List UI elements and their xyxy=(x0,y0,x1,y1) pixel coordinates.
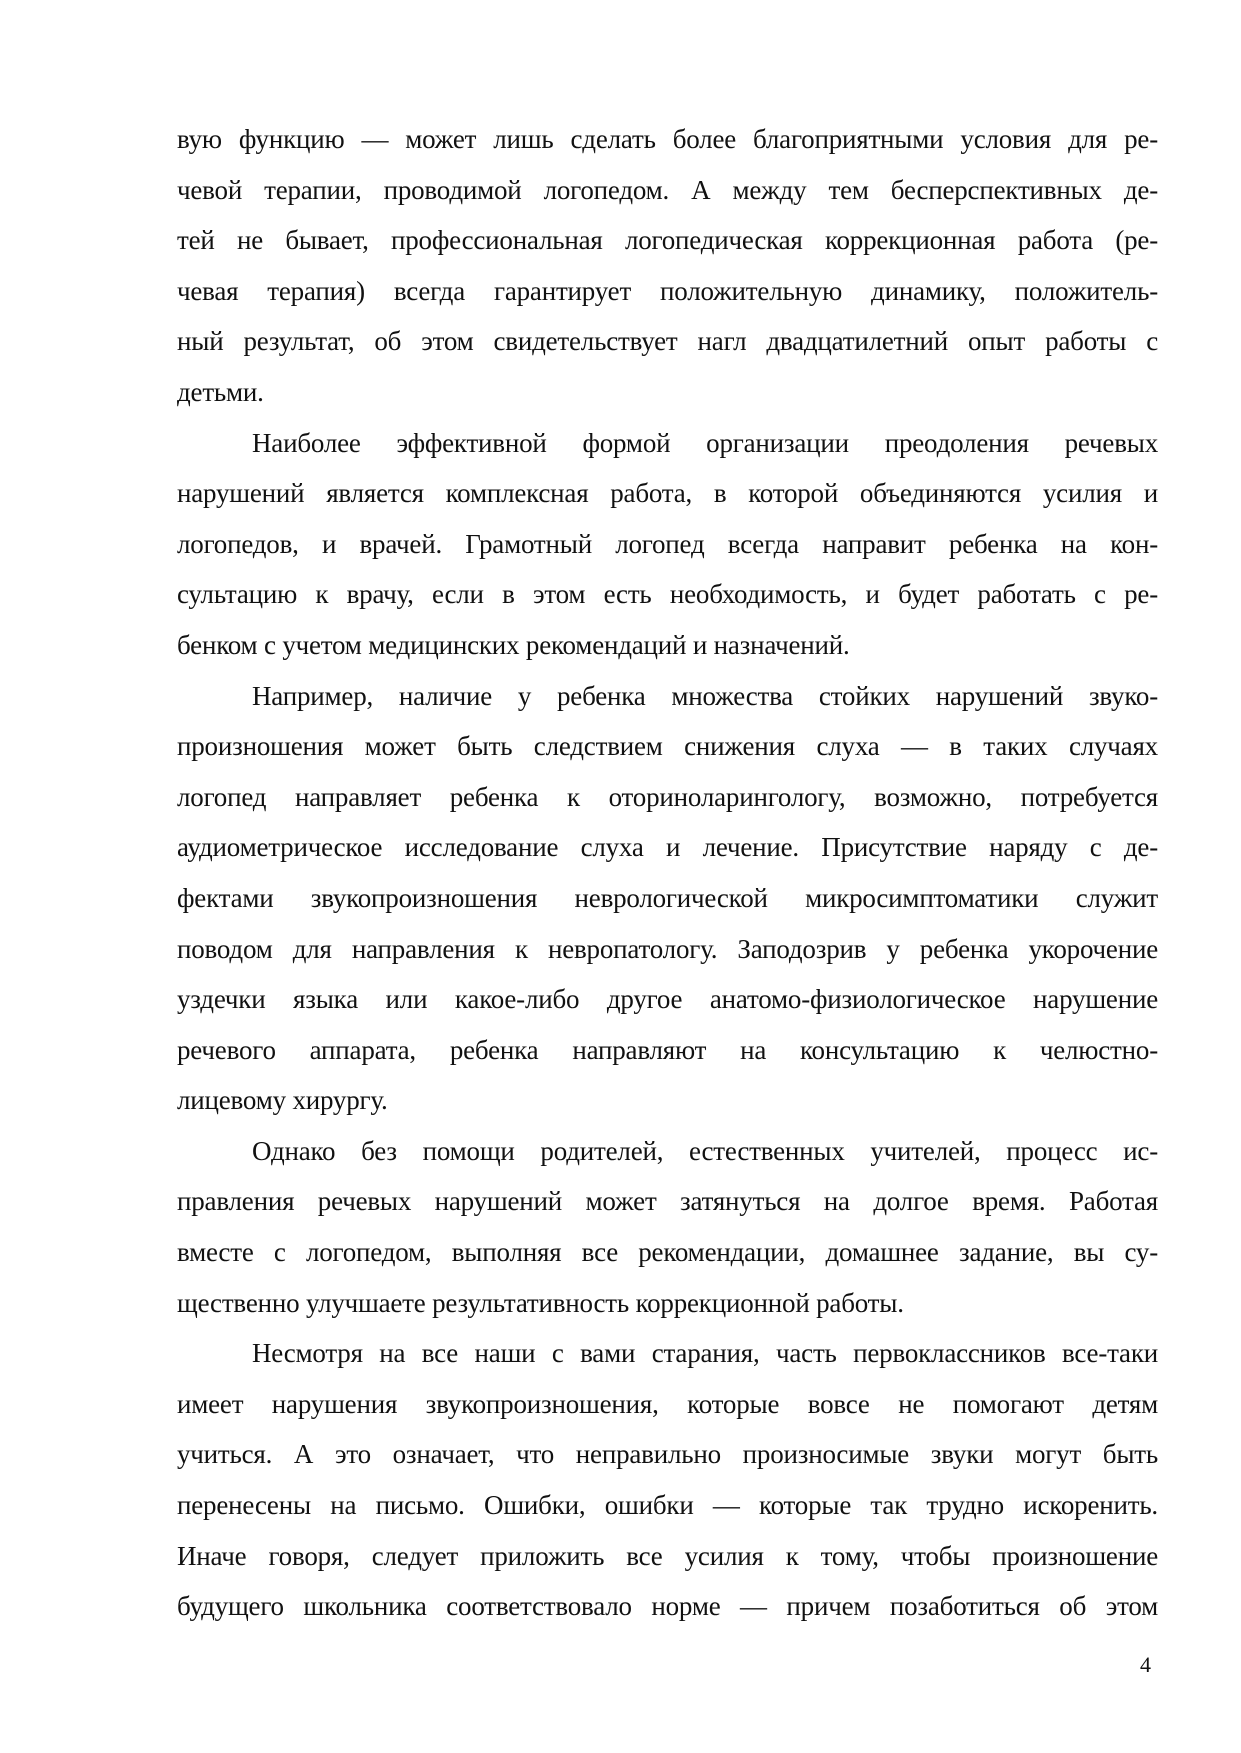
text-line: тей не бывает, профессиональная логопедическая коррекционная работа (ре- xyxy=(177,225,1158,256)
paragraph-first-line: Несмотря на все наши с вами старания, часть первоклассников все-таки xyxy=(252,1338,1158,1369)
text-line: речевого аппарата, ребенка направляют на консультацию к челюстно- xyxy=(177,1034,1158,1065)
text-line: правления речевых нарушений может затянуться на долгое время. Работая xyxy=(177,1186,1158,1217)
text-line: учиться. А это означает, что неправильно произносимые звуки могут быть xyxy=(177,1439,1158,1470)
text-line: перенесены на письмо. Ошибки, ошибки — которые так трудно искоренить. xyxy=(177,1490,1158,1521)
text-line: будущего школьника соответствовало норме — причем позаботиться об этом xyxy=(177,1591,1158,1622)
text-line: лицевому хирургу. xyxy=(177,1085,388,1116)
text-line: аудиометрическое исследование слуха и лечение. Присутствие наряду с де- xyxy=(177,832,1158,863)
paragraph-first-line: Наиболее эффективной формой организации преодоления речевых xyxy=(252,427,1158,458)
text-line: чевой терапии, проводимой логопедом. А между тем бесперспективных де- xyxy=(177,174,1158,205)
text-line: щественно улучшаете результативность коррекционной работы. xyxy=(177,1287,904,1318)
text-line: чевая терапия) всегда гарантирует положительную динамику, положитель- xyxy=(177,275,1158,306)
text-line: нарушений является комплексная работа, в которой объединяются усилия и xyxy=(177,478,1158,509)
text-line: фектами звукопроизношения неврологической микросимптоматики служит xyxy=(177,882,1158,913)
text-line: детьми. xyxy=(177,376,264,407)
text-line: Иначе говоря, следует приложить все усилия к тому, чтобы произношение xyxy=(177,1540,1158,1571)
text-line: вую функцию — может лишь сделать более благоприятными условия для ре- xyxy=(177,124,1158,154)
text-line: логопедов, и врачей. Грамотный логопед всегда направит ребенка на кон- xyxy=(177,528,1158,559)
text-line: вместе с логопедом, выполняя все рекомендации, домашнее задание, вы су- xyxy=(177,1237,1158,1268)
text-line: бенком с учетом медицинских рекомендаций и назначений. xyxy=(177,629,850,660)
text-line: имеет нарушения звукопроизношения, которые вовсе не помогают детям xyxy=(177,1388,1158,1419)
text-line: ный результат, об этом свидетельствует нагл двадцатилетний опыт работы с xyxy=(177,326,1158,357)
text-line: логопед направляет ребенка к оториноларингологу, возможно, потребуется xyxy=(177,781,1158,812)
paragraph-first-line: Например, наличие у ребенка множества стойких нарушений звуко- xyxy=(252,680,1158,711)
text-line: поводом для направления к невропатологу. Заподозрив у ребенка укорочение xyxy=(177,933,1158,964)
page-number: 4 xyxy=(1140,1652,1151,1677)
text-line: произношения может быть следствием снижения слуха — в таких случаях xyxy=(177,731,1158,762)
text-line: уздечки языка или какое-либо другое анатомо-физиологическое нарушение xyxy=(177,984,1158,1015)
body-text xyxy=(177,114,1158,1632)
text-line: сультацию к врачу, если в этом есть необходимость, и будет работать с ре- xyxy=(177,579,1158,610)
paragraph-first-line: Однако без помощи родителей, естественных учителей, процесс ис- xyxy=(252,1135,1158,1166)
